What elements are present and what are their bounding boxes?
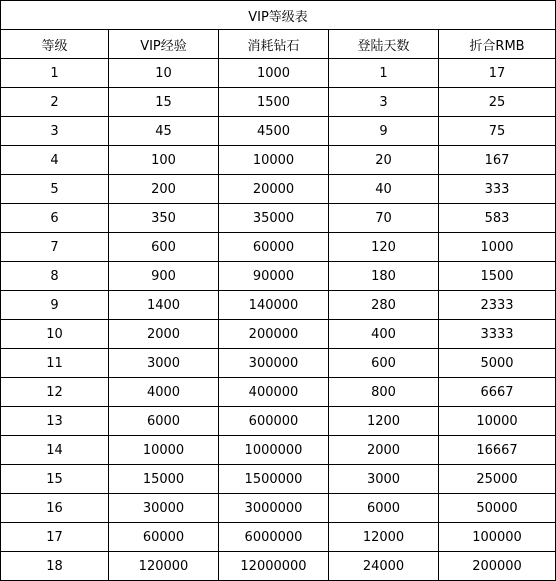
cell-level: 7 (1, 233, 109, 262)
cell-login-days: 20 (329, 146, 439, 175)
cell-level: 5 (1, 175, 109, 204)
table-row (1, 494, 556, 523)
cell-diamonds: 1500000 (219, 465, 329, 494)
cell-diamonds: 600000 (219, 407, 329, 436)
cell-login-days: 6000 (329, 494, 439, 523)
cell-rmb: 50000 (439, 494, 556, 523)
cell-diamonds: 400000 (219, 378, 329, 407)
cell-level: 9 (1, 291, 109, 320)
cell-diamonds: 20000 (219, 175, 329, 204)
cell-diamonds: 140000 (219, 291, 329, 320)
cell-level: 13 (1, 407, 109, 436)
cell-rmb: 583 (439, 204, 556, 233)
cell-vip-exp: 30000 (109, 494, 219, 523)
header-diamonds: 消耗钻石 (219, 30, 329, 59)
cell-vip-exp: 3000 (109, 349, 219, 378)
cell-level: 8 (1, 262, 109, 291)
cell-rmb: 75 (439, 117, 556, 146)
cell-diamonds: 1500 (219, 88, 329, 117)
cell-vip-exp: 900 (109, 262, 219, 291)
cell-login-days: 3000 (329, 465, 439, 494)
cell-vip-exp: 200 (109, 175, 219, 204)
cell-login-days: 3 (329, 88, 439, 117)
cell-login-days: 70 (329, 204, 439, 233)
cell-login-days: 800 (329, 378, 439, 407)
cell-diamonds: 200000 (219, 320, 329, 349)
cell-vip-exp: 45 (109, 117, 219, 146)
cell-level: 4 (1, 146, 109, 175)
table-row (1, 262, 556, 291)
cell-rmb: 1500 (439, 262, 556, 291)
table-row (1, 320, 556, 349)
table-title-row (1, 1, 556, 30)
cell-diamonds: 1000000 (219, 436, 329, 465)
cell-diamonds: 35000 (219, 204, 329, 233)
cell-login-days: 24000 (329, 552, 439, 581)
cell-rmb: 6667 (439, 378, 556, 407)
cell-vip-exp: 2000 (109, 320, 219, 349)
cell-level: 1 (1, 59, 109, 88)
cell-login-days: 12000 (329, 523, 439, 552)
table-row (1, 465, 556, 494)
cell-login-days: 2000 (329, 436, 439, 465)
table-row (1, 88, 556, 117)
cell-level: 10 (1, 320, 109, 349)
header-level: 等级 (1, 30, 109, 59)
header-login-days: 登陆天数 (329, 30, 439, 59)
cell-level: 12 (1, 378, 109, 407)
cell-rmb: 25000 (439, 465, 556, 494)
cell-login-days: 400 (329, 320, 439, 349)
cell-rmb: 25 (439, 88, 556, 117)
cell-diamonds: 4500 (219, 117, 329, 146)
cell-level: 18 (1, 552, 109, 581)
cell-login-days: 40 (329, 175, 439, 204)
cell-rmb: 10000 (439, 407, 556, 436)
table-row (1, 117, 556, 146)
cell-rmb: 2333 (439, 291, 556, 320)
header-vip-exp: VIP经验 (109, 30, 219, 59)
table-row (1, 523, 556, 552)
cell-login-days: 9 (329, 117, 439, 146)
cell-rmb: 5000 (439, 349, 556, 378)
table-header-row (1, 30, 556, 59)
cell-vip-exp: 350 (109, 204, 219, 233)
cell-vip-exp: 15000 (109, 465, 219, 494)
cell-diamonds: 12000000 (219, 552, 329, 581)
cell-level: 6 (1, 204, 109, 233)
table-row (1, 291, 556, 320)
table-row (1, 233, 556, 262)
cell-level: 17 (1, 523, 109, 552)
cell-level: 15 (1, 465, 109, 494)
cell-level: 3 (1, 117, 109, 146)
cell-rmb: 167 (439, 146, 556, 175)
cell-vip-exp: 15 (109, 88, 219, 117)
table-row (1, 146, 556, 175)
cell-vip-exp: 600 (109, 233, 219, 262)
cell-rmb: 17 (439, 59, 556, 88)
cell-diamonds: 300000 (219, 349, 329, 378)
cell-vip-exp: 6000 (109, 407, 219, 436)
cell-level: 16 (1, 494, 109, 523)
cell-login-days: 180 (329, 262, 439, 291)
cell-login-days: 600 (329, 349, 439, 378)
cell-vip-exp: 100 (109, 146, 219, 175)
cell-diamonds: 60000 (219, 233, 329, 262)
cell-vip-exp: 10 (109, 59, 219, 88)
cell-diamonds: 90000 (219, 262, 329, 291)
cell-rmb: 3333 (439, 320, 556, 349)
cell-vip-exp: 10000 (109, 436, 219, 465)
cell-login-days: 1 (329, 59, 439, 88)
table-row (1, 175, 556, 204)
table-row (1, 204, 556, 233)
cell-login-days: 1200 (329, 407, 439, 436)
table-row (1, 59, 556, 88)
cell-rmb: 200000 (439, 552, 556, 581)
cell-vip-exp: 120000 (109, 552, 219, 581)
header-rmb: 折合RMB (439, 30, 556, 59)
cell-level: 11 (1, 349, 109, 378)
cell-level: 14 (1, 436, 109, 465)
table-title: VIP等级表 (1, 1, 556, 30)
cell-vip-exp: 60000 (109, 523, 219, 552)
cell-rmb: 16667 (439, 436, 556, 465)
cell-diamonds: 6000000 (219, 523, 329, 552)
table-row (1, 407, 556, 436)
cell-diamonds: 3000000 (219, 494, 329, 523)
table-row (1, 436, 556, 465)
table-row (1, 552, 556, 581)
table-row (1, 378, 556, 407)
table-body (1, 59, 556, 581)
cell-vip-exp: 4000 (109, 378, 219, 407)
cell-diamonds: 10000 (219, 146, 329, 175)
cell-rmb: 1000 (439, 233, 556, 262)
cell-level: 2 (1, 88, 109, 117)
cell-login-days: 120 (329, 233, 439, 262)
table-row (1, 349, 556, 378)
cell-rmb: 333 (439, 175, 556, 204)
cell-diamonds: 1000 (219, 59, 329, 88)
cell-rmb: 100000 (439, 523, 556, 552)
cell-vip-exp: 1400 (109, 291, 219, 320)
cell-login-days: 280 (329, 291, 439, 320)
